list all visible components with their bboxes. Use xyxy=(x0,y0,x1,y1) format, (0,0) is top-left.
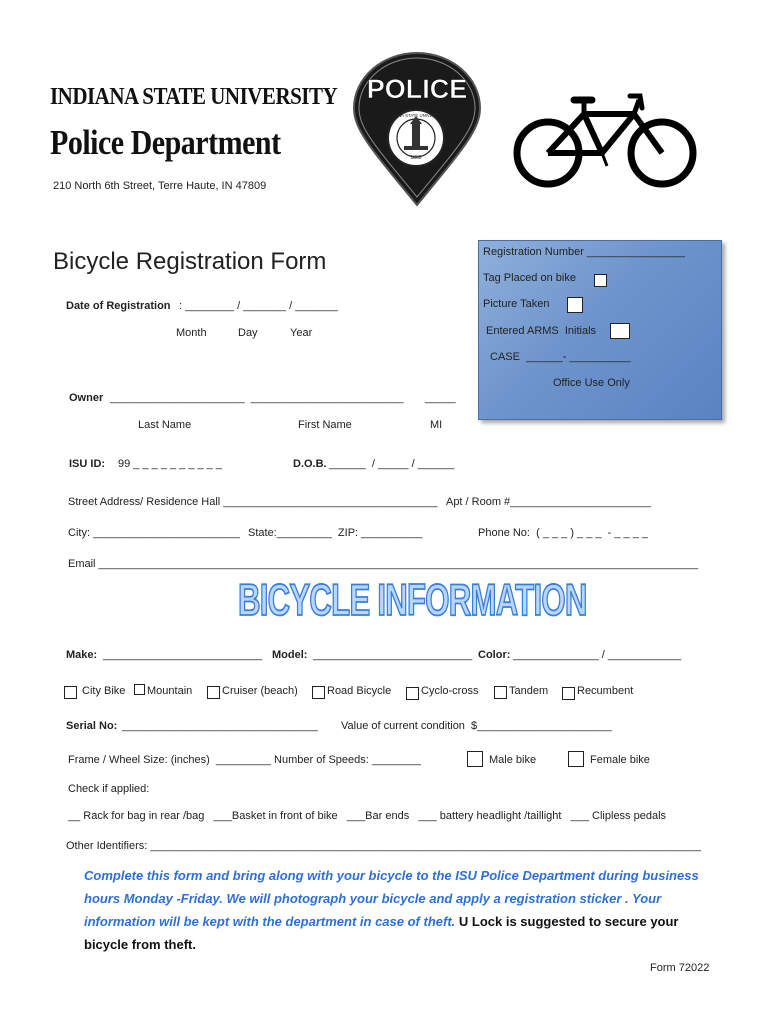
street-address-field[interactable]: Street Address/ Residence Hall ___________________________________ Apt / Room #_______________________ xyxy=(68,496,651,508)
department-name: Police Department xyxy=(50,124,281,162)
city-field[interactable]: City: ________________________ xyxy=(68,527,240,539)
color-label: Color: xyxy=(478,649,511,661)
phone-field[interactable]: Phone No: ( _ _ _ ) _ _ _ - _ _ _ _ xyxy=(478,527,648,539)
model-label: Model: xyxy=(272,649,308,661)
owner-label: Owner xyxy=(69,392,104,404)
mountain-label: Mountain xyxy=(147,685,193,697)
police-badge-icon xyxy=(352,50,482,208)
female-bike-checkbox[interactable] xyxy=(568,751,584,767)
serial-number-field[interactable]: ________________________________ xyxy=(122,720,318,732)
note-line-4: bicycle from theft. xyxy=(84,937,196,952)
department-address: 210 North 6th Street, Terre Haute, IN 47809 xyxy=(53,180,267,192)
road-bicycle-checkbox[interactable] xyxy=(312,686,325,699)
tag-placed-checkbox[interactable] xyxy=(594,274,607,287)
arms-initials-box[interactable] xyxy=(610,323,630,339)
badge-year-text: 1865 xyxy=(410,155,422,161)
owner-name-field[interactable]: ______________________ _________________________ _____ xyxy=(110,392,456,404)
recumbent-checkbox[interactable] xyxy=(562,687,575,700)
state-zip-field[interactable]: State:_________ ZIP: __________ xyxy=(248,527,423,539)
note-line-3 xyxy=(84,910,724,933)
picture-taken-label: Picture Taken xyxy=(483,298,550,310)
dob-field[interactable]: ______ / _____ / ______ xyxy=(329,458,455,470)
accessories-field[interactable]: __ Rack for bag in rear /bag ___Basket in front of bike ___Bar ends ___ battery headlight /taillight ___ Clipless pedals xyxy=(68,810,667,822)
make-label: Make: xyxy=(66,649,98,661)
instructions-note xyxy=(84,864,724,956)
other-identifiers-field[interactable]: Other Identifiers: __________________________________________________________________________________________ xyxy=(66,840,701,852)
badge-police-text: POLICE xyxy=(366,74,468,104)
dob-label: D.O.B. xyxy=(293,458,327,470)
form-title: Bicycle Registration Form xyxy=(53,248,327,275)
male-bike-label: Male bike xyxy=(489,754,537,766)
serial-number-label: Serial No: xyxy=(66,720,118,732)
date-of-registration-field[interactable]: : ________ / _______ / _______ xyxy=(179,300,339,312)
tag-placed-label: Tag Placed on bike xyxy=(483,272,576,284)
recumbent-label: Recumbent xyxy=(577,685,634,697)
note-line-3a: information will be kept with the department in case of theft. xyxy=(84,914,456,929)
value-field[interactable]: Value of current condition $______________________ xyxy=(341,720,612,732)
bicycle-information-heading: BICYCLE INFORMATION xyxy=(238,576,587,626)
female-bike-label: Female bike xyxy=(590,754,650,766)
cyclo-cross-checkbox[interactable] xyxy=(406,687,419,700)
university-name: INDIANA STATE UNIVERSITY xyxy=(50,82,338,110)
bicycle-icon xyxy=(512,88,698,194)
tandem-label: Tandem xyxy=(509,685,549,697)
isu-id-field[interactable]: 99 _ _ _ _ _ _ _ _ _ _ xyxy=(118,458,222,470)
mi-label: MI xyxy=(430,419,443,431)
isu-id-label: ISU ID: xyxy=(69,458,106,470)
email-field[interactable]: Email __________________________________________________________________________________________________ xyxy=(68,558,699,570)
note-line-1: Complete this form and bring along with your bicycle to the ISU Police Department during business xyxy=(84,868,699,883)
color-field[interactable]: ______________ / ____________ xyxy=(513,649,682,661)
month-label: Month xyxy=(176,327,207,339)
note-line-2: hours Monday -Friday. We will photograph your bicycle and apply a registration sticker . Your xyxy=(84,891,662,906)
check-if-applied-label: Check if applied: xyxy=(68,783,150,795)
badge-ring-text: INDIANA STATE UNIVERSITY xyxy=(386,113,446,118)
city-bike-checkbox[interactable] xyxy=(64,686,77,699)
male-bike-checkbox[interactable] xyxy=(467,751,483,767)
frame-speeds-field[interactable]: Frame / Wheel Size: (inches) _________ Number of Speeds: ________ xyxy=(68,754,421,766)
note-line-3b: U Lock is suggested to secure your xyxy=(455,914,679,929)
form-number: Form 72022 xyxy=(650,962,710,974)
cruiser-label: Cruiser (beach) xyxy=(222,685,298,697)
office-use-label: Office Use Only xyxy=(553,377,630,389)
city-bike-label: City Bike xyxy=(82,685,126,697)
cruiser-checkbox[interactable] xyxy=(207,686,220,699)
cyclo-cross-label: Cyclo-cross xyxy=(421,685,479,697)
model-field[interactable]: __________________________ xyxy=(313,649,473,661)
case-number-field[interactable]: CASE ______- __________ xyxy=(490,351,631,363)
entered-arms-label: Entered ARMS Initials xyxy=(486,325,597,337)
date-of-registration-label: Date of Registration xyxy=(66,300,171,312)
day-label: Day xyxy=(238,327,258,339)
picture-taken-checkbox[interactable] xyxy=(567,297,583,313)
make-field[interactable]: __________________________ xyxy=(103,649,263,661)
road-bicycle-label: Road Bicycle xyxy=(327,685,392,697)
year-label: Year xyxy=(290,327,313,339)
first-name-label: First Name xyxy=(298,419,352,431)
tandem-checkbox[interactable] xyxy=(494,686,507,699)
last-name-label: Last Name xyxy=(138,419,192,431)
mountain-checkbox[interactable] xyxy=(134,684,145,695)
registration-number-field[interactable]: Registration Number ________________ xyxy=(483,246,685,258)
